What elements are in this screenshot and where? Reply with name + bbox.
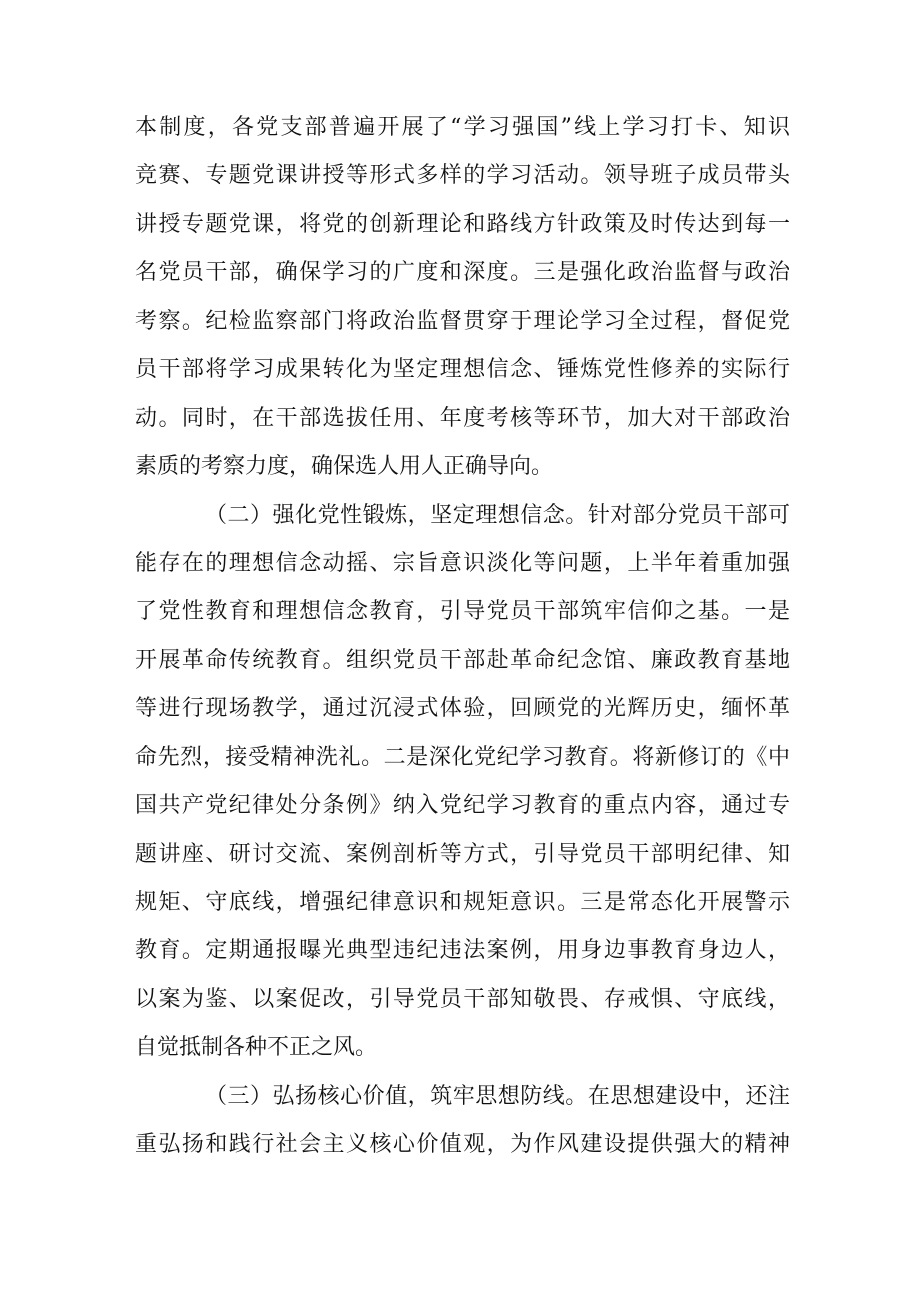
text-line: 教育。定期通报曝光典型违纪违法案例，用身边事教育身边人， <box>135 938 790 964</box>
text-line: 讲授专题党课，将党的创新理论和路线方针政策及时传达到每一 <box>135 211 790 237</box>
text-line: 命先烈，接受精神洗礼。二是深化党纪学习教育。将新修订的《中 <box>135 744 790 770</box>
text-line: 开展革命传统教育。组织党员干部赴革命纪念馆、廉政教育基地 <box>135 647 790 673</box>
text-line: 素质的考察力度，确保选人用人正确导向。 <box>135 454 554 480</box>
text-line: 规矩、守底线，增强纪律意识和规矩意识。三是常态化开展警示 <box>135 890 790 915</box>
section-heading-line: （二）强化党性锻炼，坚定理想信念。针对部分党员干部可 <box>205 502 790 528</box>
text-line: 员干部将学习成果转化为坚定理想信念、锤炼党性修养的实际行 <box>135 357 790 383</box>
text-line: 题讲座、研讨交流、案例剖析等方式，引导党员干部明纪律、知 <box>135 841 790 867</box>
text-line: 重弘扬和践行社会主义核心价值观，为作风建设提供强大的精神 <box>135 1132 790 1158</box>
text-line: 等进行现场教学，通过沉浸式体验，回顾党的光辉历史，缅怀革 <box>135 696 790 722</box>
text-line: 名党员干部，确保学习的广度和深度。三是强化政治监督与政治 <box>135 260 790 286</box>
body-text <box>135 104 790 1170</box>
text-line: 国共产党纪律处分条例》纳入党纪学习教育的重点内容，通过专 <box>135 793 790 819</box>
text-line: 以案为鉴、以案促改，引导党员干部知敬畏、存戒惧、守底线， <box>135 986 790 1012</box>
text-line: 能存在的理想信念动摇、宗旨意识淡化等问题，上半年着重加强 <box>135 550 790 576</box>
text-line: 动。同时，在干部选拔任用、年度考核等环节，加大对干部政治 <box>135 405 790 431</box>
text-line: 考察。纪检监察部门将政治监督贯穿于理论学习全过程，督促党 <box>135 308 790 334</box>
text-line: 了党性教育和理想信念教育，引导党员干部筑牢信仰之基。一是 <box>135 599 790 625</box>
text-line: 本制度，各党支部普遍开展了“学习强国”线上学习打卡、知识 <box>135 115 790 140</box>
text-line: 竞赛、专题党课讲授等形式多样的学习活动。领导班子成员带头 <box>135 163 790 189</box>
text-line: 自觉抵制各种不正之风。 <box>135 1035 378 1061</box>
section-heading-line: （三）弘扬核心价值，筑牢思想防线。在思想建设中，还注 <box>205 1083 790 1109</box>
